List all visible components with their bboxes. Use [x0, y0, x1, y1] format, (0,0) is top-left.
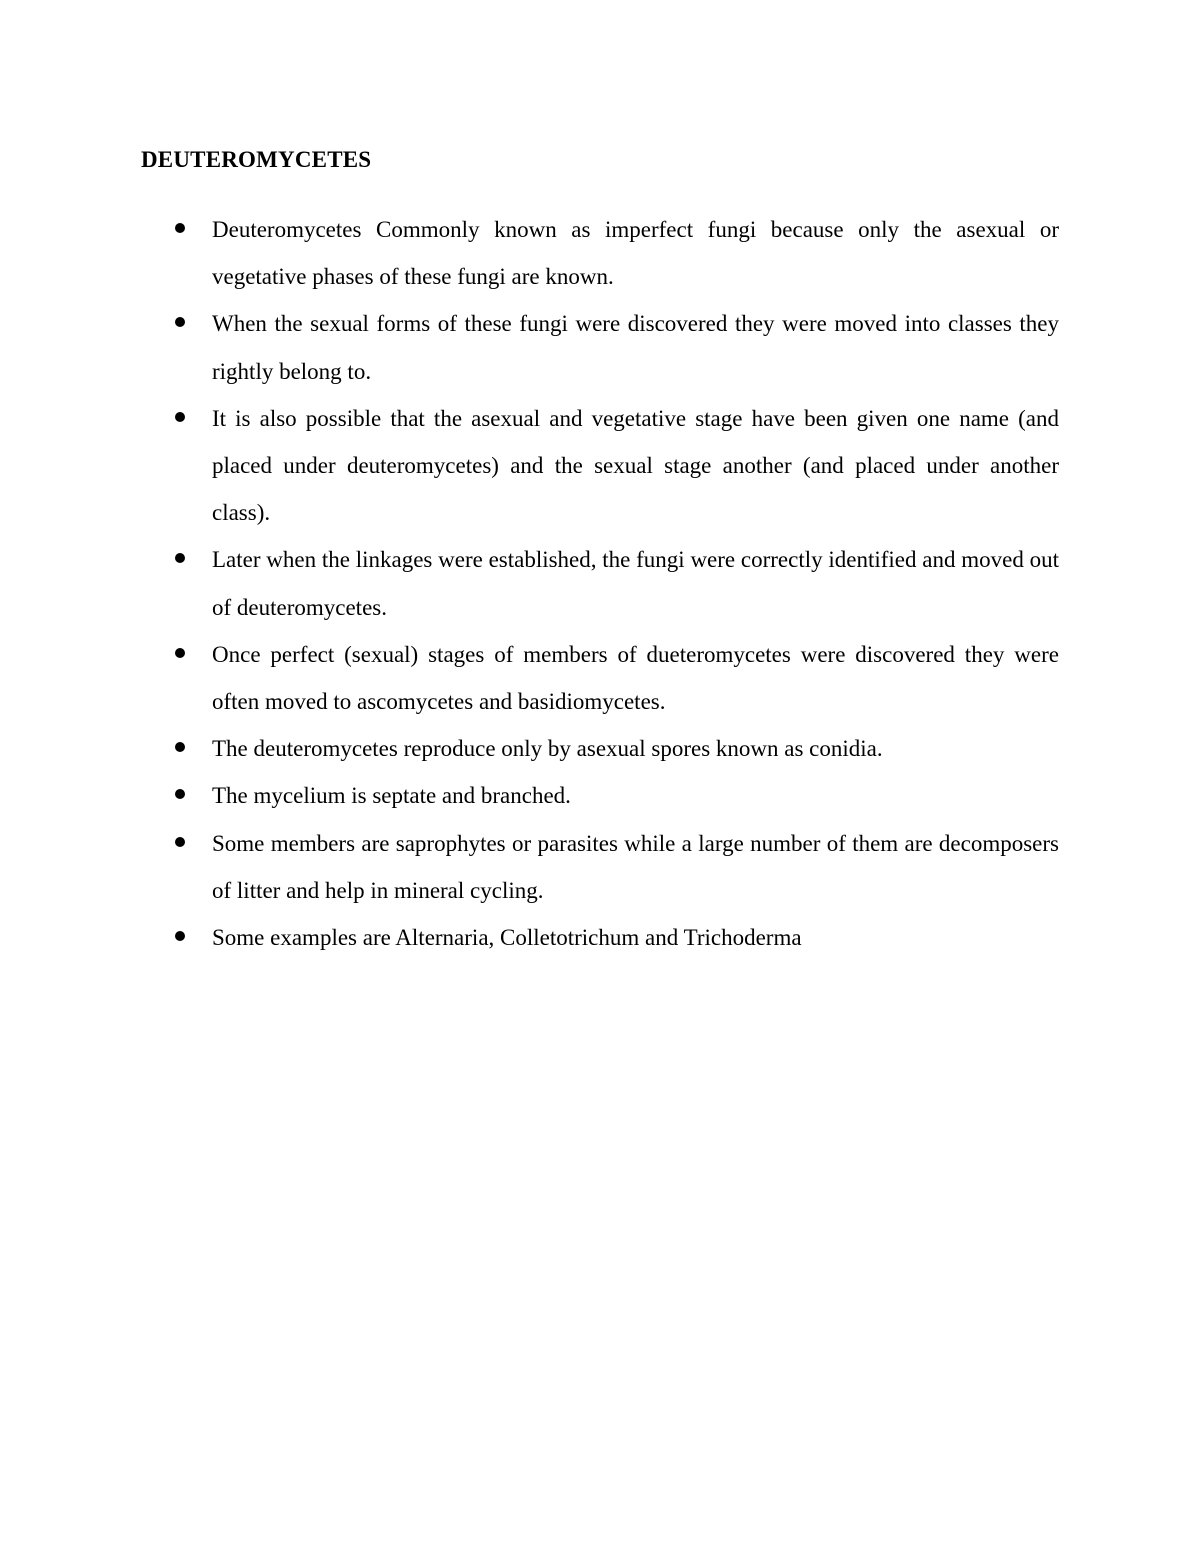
list-item-text: Some members are saprophytes or parasites while a large number of them are decomposers of litter and help in mineral cycling.	[212, 830, 1059, 903]
list-item	[172, 206, 1059, 300]
bullet-icon	[175, 742, 185, 752]
bullet-icon	[175, 317, 185, 327]
bullet-list	[172, 206, 1059, 961]
list-item-text: When the sexual forms of these fungi were discovered they were moved into classes they rightly belong to.	[212, 311, 1059, 384]
list-item	[172, 772, 1059, 819]
bullet-icon	[175, 648, 185, 658]
list-item	[172, 914, 1059, 961]
bullet-icon	[175, 412, 185, 422]
list-item-text: It is also possible that the asexual and vegetative stage have been given one name (and placed under deuteromycetes) and the sexual stage another (and placed under another class).	[212, 405, 1059, 526]
bullet-icon	[175, 837, 185, 847]
list-item	[172, 725, 1059, 772]
list-item	[172, 820, 1059, 914]
list-item-text: Some examples are Alternaria, Colletotrichum and Trichoderma	[212, 925, 802, 951]
list-item-text: Once perfect (sexual) stages of members of dueteromycetes were discovered they were often moved to ascomycetes and basidiomycetes.	[212, 641, 1059, 715]
list-item-text: The deuteromycetes reproduce only by asexual spores known as conidia.	[212, 736, 883, 762]
list-item-text: Deuteromycetes Commonly known as imperfect fungi because only the asexual or vegetative phases of these fungi are known.	[212, 217, 1059, 290]
list-item-text: Later when the linkages were established, the fungi were correctly identified and moved out of deuteromycetes.	[212, 547, 1059, 620]
list-item	[172, 395, 1059, 537]
list-item	[172, 631, 1059, 725]
bullet-icon	[175, 223, 185, 233]
document-title: DEUTEROMYCETES	[141, 147, 372, 172]
list-item-text: The mycelium is septate and branched.	[212, 783, 571, 809]
list-item	[172, 536, 1059, 630]
bullet-icon	[175, 789, 185, 799]
bullet-icon	[175, 553, 185, 563]
list-item	[172, 300, 1059, 394]
bullet-icon	[175, 931, 185, 941]
